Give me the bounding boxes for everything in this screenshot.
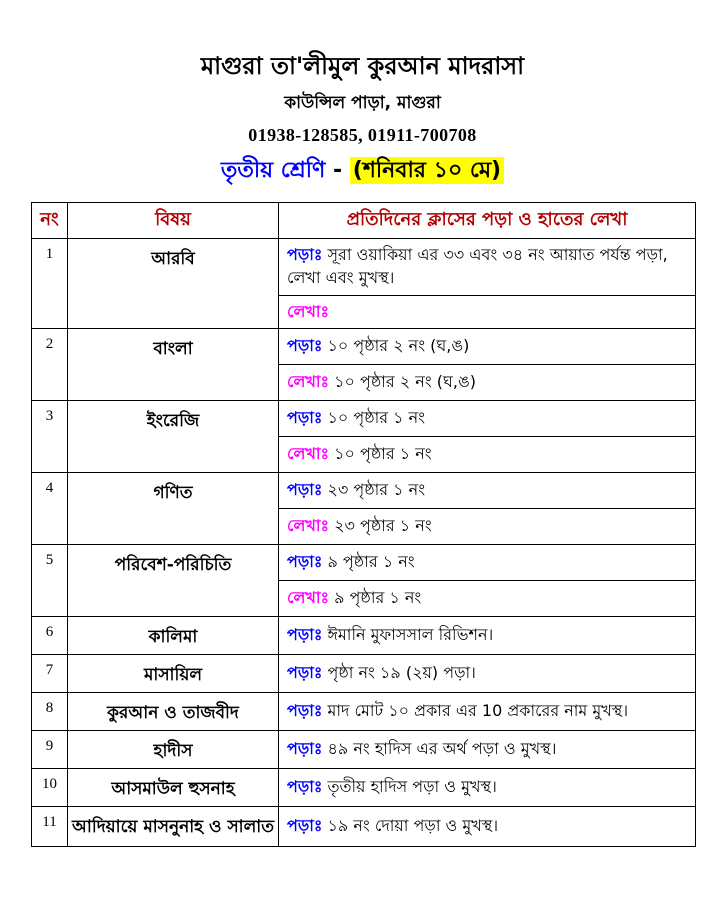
table-row — [32, 544, 696, 580]
row-number: 11 — [32, 806, 68, 846]
lekha-cell — [279, 508, 696, 544]
pora-text: ৪৯ নং হাদিস এর অর্থ পড়া ও মুখস্থ। — [327, 739, 557, 759]
class-and-date-line — [0, 153, 725, 190]
subject-cell: ইংরেজি — [68, 400, 279, 472]
class-date-separator: - — [325, 157, 350, 183]
lekha-label: লেখাঃ — [287, 301, 330, 321]
column-header-number: নং — [32, 202, 68, 238]
pora-text: ৯ পৃষ্ঠার ১ নং — [327, 552, 415, 572]
pora-cell — [279, 328, 696, 364]
pora-text: ১৯ নং দোয়া পড়া ও মুখস্থ। — [327, 816, 499, 836]
subject-cell: আদিয়ায়ে মাসনুনাহ ও সালাত — [68, 806, 279, 846]
row-number: 5 — [32, 544, 68, 616]
pora-label: পড়াঃ — [287, 739, 323, 759]
school-title: মাগুরা তা'লীমুল কুরআন মাদরাসা — [200, 52, 525, 80]
pora-label: পড়াঃ — [287, 552, 323, 572]
pora-label: পড়াঃ — [287, 480, 323, 500]
subject-cell: কুরআন ও তাজবীদ — [68, 692, 279, 730]
table-row — [32, 768, 696, 806]
pora-text: মাদ মোট ১০ প্রকার এর 10 প্রকারের নাম মুখস্থ। — [327, 701, 629, 721]
row-number: 8 — [32, 692, 68, 730]
pora-text: ২৩ পৃষ্ঠার ১ নং — [327, 480, 426, 500]
pora-cell — [279, 238, 696, 295]
row-number: 9 — [32, 730, 68, 768]
pora-cell — [279, 400, 696, 436]
subject-cell: মাসায়িল — [68, 654, 279, 692]
document-header — [0, 52, 725, 190]
lekha-label: লেখাঃ — [287, 516, 330, 536]
lekha-label: লেখাঃ — [287, 588, 330, 608]
phone-numbers: 01938-128585, 01911-700708 — [248, 124, 477, 145]
row-number: 4 — [32, 472, 68, 544]
pora-cell — [279, 692, 696, 730]
pora-cell — [279, 806, 696, 846]
table-row — [32, 692, 696, 730]
subject-cell: বাংলা — [68, 328, 279, 400]
table-row — [32, 616, 696, 654]
lekha-label: লেখাঃ — [287, 372, 330, 392]
school-address: কাউন্সিল পাড়া, মাগুরা — [284, 92, 441, 113]
lekha-cell — [279, 436, 696, 472]
subject-cell: কালিমা — [68, 616, 279, 654]
row-number: 1 — [32, 238, 68, 328]
lekha-text: ১০ পৃষ্ঠার ১ নং — [334, 444, 432, 464]
subject-cell: পরিবেশ-পরিচিতি — [68, 544, 279, 616]
column-header-subject: বিষয় — [68, 202, 279, 238]
pora-label: পড়াঃ — [287, 663, 323, 683]
table-row — [32, 400, 696, 436]
subject-cell: আরবি — [68, 238, 279, 328]
pora-cell — [279, 616, 696, 654]
lekha-text: ৯ পৃষ্ঠার ১ নং — [334, 588, 422, 608]
row-number: 10 — [32, 768, 68, 806]
row-number: 3 — [32, 400, 68, 472]
lekha-text: ১০ পৃষ্ঠার ২ নং (ঘ,ঙ) — [334, 372, 476, 392]
pora-label: পড়াঃ — [287, 816, 323, 836]
pora-label: পড়াঃ — [287, 777, 323, 797]
table-header-row — [32, 202, 696, 238]
row-number: 7 — [32, 654, 68, 692]
pora-label: পড়াঃ — [287, 408, 323, 428]
pora-label: পড়াঃ — [287, 336, 323, 356]
pora-text: ১০ পৃষ্ঠার ২ নং (ঘ,ঙ) — [327, 336, 470, 356]
date-label: (শনিবার ১০ মে) — [350, 157, 504, 184]
pora-text: পৃষ্ঠা নং ১৯ (২য়) পড়া। — [327, 663, 476, 683]
lekha-cell — [279, 580, 696, 616]
column-header-lesson: প্রতিদিনের ক্লাসের পড়া ও হাতের লেখা — [279, 202, 696, 238]
pora-cell — [279, 544, 696, 580]
table-row — [32, 328, 696, 364]
class-label: তৃতীয় শ্রেণি — [220, 157, 326, 183]
pora-text: ঈমানি মুফাসসাল রিভিশন। — [327, 625, 494, 645]
pora-text: তৃতীয় হাদিস পড়া ও মুখস্থ। — [327, 777, 497, 797]
lekha-text: ২৩ পৃষ্ঠার ১ নং — [334, 516, 432, 536]
pora-text: সূরা ওয়াকিয়া এর ৩৩ এবং ৩৪ নং আয়াত পর্যন্ত পড়া, লেখা এবং মুখস্থ। — [287, 245, 668, 287]
lekha-cell — [279, 295, 696, 328]
row-number: 6 — [32, 616, 68, 654]
pora-text: ১০ পৃষ্ঠার ১ নং — [327, 408, 426, 428]
subject-cell: হাদীস — [68, 730, 279, 768]
subject-cell: আসমাউল হুসনাহ — [68, 768, 279, 806]
table-row — [32, 654, 696, 692]
row-number: 2 — [32, 328, 68, 400]
pora-label: পড়াঃ — [287, 625, 323, 645]
pora-label: পড়াঃ — [287, 701, 323, 721]
table-row — [32, 238, 696, 295]
lekha-cell — [279, 364, 696, 400]
pora-cell — [279, 472, 696, 508]
pora-label: পড়াঃ — [287, 245, 323, 265]
table-row — [32, 730, 696, 768]
lekha-label: লেখাঃ — [287, 444, 330, 464]
pora-cell — [279, 768, 696, 806]
subject-cell: গণিত — [68, 472, 279, 544]
table-row — [32, 472, 696, 508]
lesson-schedule-table — [31, 202, 696, 847]
table-row — [32, 806, 696, 846]
pora-cell — [279, 654, 696, 692]
pora-cell — [279, 730, 696, 768]
